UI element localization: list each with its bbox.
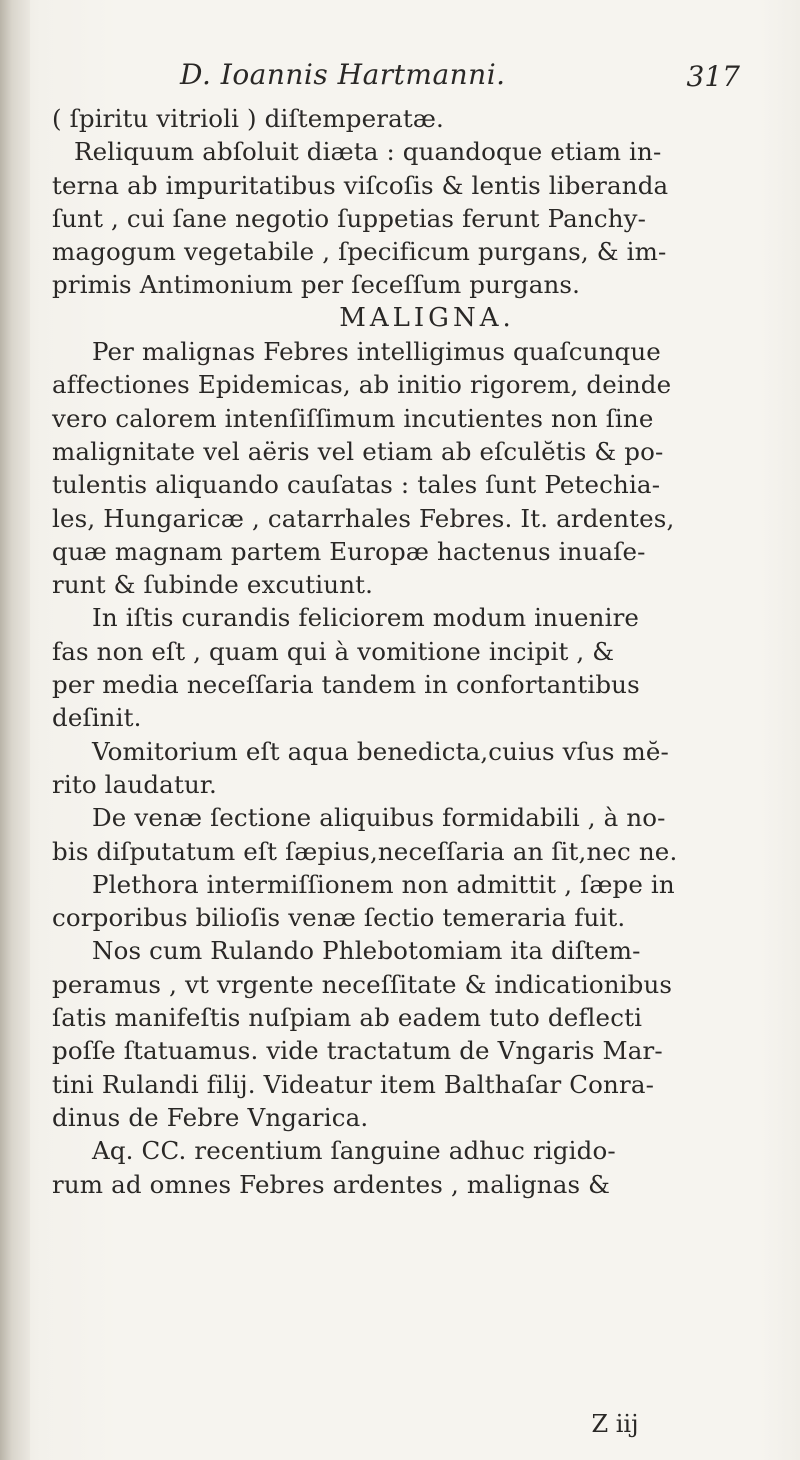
page-number: 317 bbox=[686, 60, 740, 93]
text-line: ( ſpiritu vitrioli ) diſtemperatæ. bbox=[52, 104, 444, 133]
text-line: Vomitorium eſt aqua benedicta,cuius vſus mĕ- bbox=[92, 736, 669, 766]
text-line: les, Hungaricæ , catarrhales Febres. It. ardentes, bbox=[52, 503, 675, 533]
running-head bbox=[180, 58, 740, 98]
text-line: magogum vegetabile , ſpecificum purgans, & im- bbox=[52, 237, 667, 267]
text-line: tini Rulandi filij. Videatur item Balthaſar Conra- bbox=[52, 1069, 655, 1099]
text-line: Aq. CC. recentium ſanguine adhuc rigido- bbox=[92, 1136, 616, 1166]
text-line: poſſe ſtatuamus. vide tractatum de Vngaris Mar- bbox=[52, 1036, 663, 1066]
text-line: primis Antimonium per ſeceſſum purgans. bbox=[52, 270, 581, 300]
text-line: In iſtis curandis feliciorem modum inuenire bbox=[92, 603, 640, 633]
section-heading: MALIGNA. bbox=[339, 302, 515, 333]
page-binding-shadow bbox=[0, 0, 30, 1460]
text-line: ſunt , cui ſane negotio ſuppetias ferunt Panchy- bbox=[52, 203, 647, 233]
text-line: rito laudatur. bbox=[52, 769, 217, 799]
text-line: quæ magnam partem Europæ hactenus inuaſe- bbox=[52, 536, 646, 566]
text-line: Plethora intermiſſionem non admittit , ſæpe in bbox=[92, 869, 675, 899]
text-line: fas non eſt , quam qui à vomitione incipit , & bbox=[52, 636, 615, 666]
text-line: terna ab impuritatibus viſcoſis & lentis liberanda bbox=[52, 170, 669, 200]
signature-mark bbox=[0, 1410, 800, 1438]
running-head-title: D. Ioannis Hartmanni. bbox=[180, 58, 506, 91]
text-line: deſinit. bbox=[52, 703, 142, 733]
text-line: per media neceſſaria tandem in confortantibus bbox=[52, 670, 640, 700]
text-line: rum ad omnes Febres ardentes , malignas & bbox=[52, 1169, 611, 1199]
body-text bbox=[52, 102, 772, 1201]
signature-text: Z iij bbox=[591, 1410, 639, 1438]
text-line: ſatis manifeſtis nuſpiam ab eadem tuto deflecti bbox=[52, 1003, 643, 1033]
text-line: peramus , vt vrgente neceſſitate & indicationibus bbox=[52, 969, 673, 999]
text-line: bis diſputatum eſt ſæpius,neceſſaria an ſit,nec ne. bbox=[52, 836, 678, 866]
text-line: tulentis aliquando cauſatas : tales ſunt Petechia- bbox=[52, 470, 661, 500]
text-line: dinus de Febre Vngarica. bbox=[52, 1102, 369, 1132]
text-line: runt & ſubinde excutiunt. bbox=[52, 570, 374, 600]
text-line: corporibus bilioſis venæ ſectio temeraria fuit. bbox=[52, 903, 626, 933]
text-line: Per malignas Febres intelligimus quaſcunque bbox=[92, 337, 661, 367]
text-line: De venæ ſectione aliquibus formidabili , à no- bbox=[92, 803, 666, 833]
text-line: affectiones Epidemicas, ab initio rigorem, deinde bbox=[52, 370, 672, 400]
text-line: Nos cum Rulando Phlebotomiam ita diſtem- bbox=[92, 936, 641, 966]
text-line: vero calorem intenſiſſimum incutientes non ſine bbox=[52, 403, 654, 433]
text-line: Reliquum abſoluit diæta : quandoque etiam in- bbox=[74, 137, 662, 167]
text-line: malignitate vel aëris vel etiam ab eſculĕtis & po- bbox=[52, 436, 664, 466]
